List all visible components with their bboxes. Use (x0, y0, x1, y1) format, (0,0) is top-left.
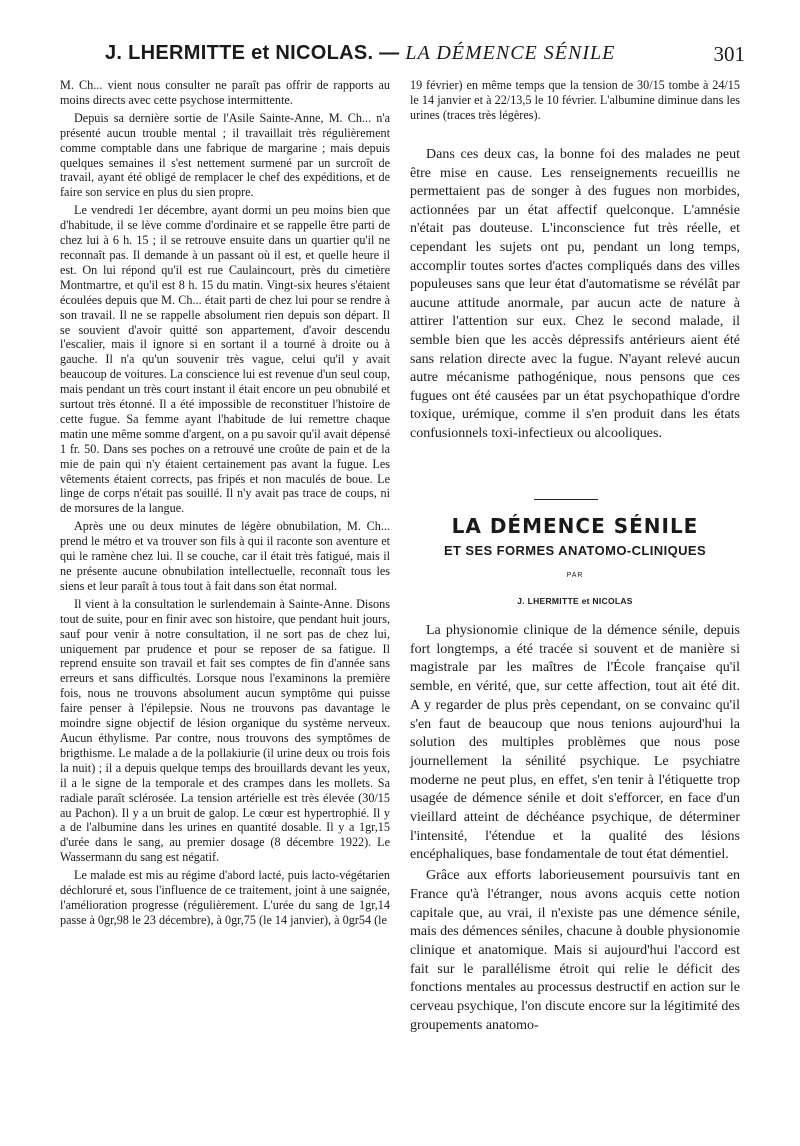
running-title-article: LA DÉMENCE SÉNILE (405, 42, 616, 64)
running-title-dash: — (373, 42, 406, 64)
article-paragraph: La physionomie clinique de la démence sénile, depuis fort longtemps, a été tracée si souvent et de manière si magistrale par les maîtres de l'École française qu'il semble, en vérité, que, sur cette affection, tout ait été dit. A y regarder de plus près cependant, on se convainc qu'il s'en faut de beaucoup que nous tenions aujourd'hui la solution des multiples problèmes que nous pose journellement la sénilité psychique. Le psychiatre moderne ne peut plus, en effet, s'en tenir à l'étiquette trop usagée de démence sénile et doit s'efforcer, en face d'un vieillard atteint de déchéance psychique, de déterminer l'intensité, l'étendue et la qualité des lésions encéphaliques, base fondamentale de tout état démentiel. (410, 623, 740, 863)
left-paragraph: Le malade est mis au régime d'abord lacté, puis lacto-végétarien déchloruré et, sous l'influence de ce traitement, joint à une saignée, l'amélioration progresse (régulièrement. L'urée du sang de 1gr,14 passe à 0gr,98 le 23 décembre), à 0gr,75 (le 14 janvier), à 0gr54 (le (60, 868, 390, 927)
article-par: PAR (566, 572, 584, 579)
right-column-discussion (410, 146, 740, 444)
article-body (410, 622, 740, 1035)
page-number: 301 (713, 42, 745, 66)
left-column (60, 78, 390, 928)
article-authors: J. LHERMITTE et NICOLAS (517, 596, 633, 606)
left-paragraph: Depuis sa dernière sortie de l'Asile Sainte-Anne, M. Ch... n'a présenté aucun trouble mental ; il travaillait très régulièrement comme comptable dans une fabrique de margarine ; mais depuis quelques semaines il s'est nettement surmené par un surcroît de travail, ayant été obligé de remplacer le chef des expéditions, et de faire son service en plus du sien propre. (60, 110, 390, 200)
article-paragraph: Grâce aux efforts laborieusement poursuivis tant en France qu'à l'étranger, nous avons acquis cette notion capitale que, au vrai, il n'existe pas une démence sénile, mais des démences séniles, chacune à double physionomie clinique et anatomique. Mais si aujourd'hui l'accord est fait sur le parallélisme étroit qui relie le déficit des fonctions mentales au processus destructif en action sur le cerveau psychique, l'on discute encore sur la légitimité des groupements anatomo- (410, 868, 740, 1033)
left-paragraph: Après une ou deux minutes de légère obnubilation, M. Ch... prend le métro et va trouver son fils à qui il raconte son aventure et qui le ramène chez lui. Il se couche, car il était très fatigué, mais il ne présente aucune obnubilation intellectuelle, reconnaît tous les siens et leur paraît à tous tout à fait dans son état normal. (60, 519, 390, 593)
right-column-continuation (410, 78, 740, 123)
section-divider (534, 499, 598, 500)
discussion-paragraph: Dans ces deux cas, la bonne foi des malades ne peut être mise en cause. Les renseignements recueillis ne permettaient pas de songer à des fugues non morbides, actionnées par un état affectif quelconque. L'amnésie n'était pas douteuse. L'inconscience fut très réelle, et cependant les sujets ont pu, pendant un long temps, accomplir toutes sortes d'actes compliqués dans des villes populeuses sans que leur état d'automatisme se révélât par aucune attitude anormale, par aucun acte de nature à attirer l'attention sur eux. Chez le second malade, il semble bien que les accès dépressifs antérieurs aient été sans relation directe avec la fugue. N'ayant relevé aucun autre mécanisme pathogénique, nous pensons que ces fugues ont été causées par un état psychopathique d'ordre toxique, urémique, comme il s'en produit dans les états confusionnels toxi-infectieux ou alcooliques. (410, 147, 740, 441)
left-paragraph: Le vendredi 1er décembre, ayant dormi un peu moins bien que d'habitude, il se lève comme d'ordinaire et se rappelle être parti de chez lui à 6 h. 15 ; il se retrouve ensuite dans un quartier qu'il ne reconnaît pas. Il demande à un passant où il est, et quelle heure il est. On lui répond qu'il est rue Caulaincourt, près du cimetière Montmartre, et qu'il est 8 h. 15 du matin. Vingt-six heures s'étaient écoulées depuis que M. Ch... était parti de chez lui pour se rendre à son travail. Il ne se rappelle absolument rien depuis son départ. Il se souvient d'avoir quitté son appartement, d'avoir descendu l'escalier, mais il ignore si en sortant il a tourné à droite ou à gauche. Il n'a qu'un souvenir très vague, celui qu'il y avait beaucoup de voitures. La conscience lui est revenue d'un seul coup, mais pendant un très court instant il était encore un peu obnubilé et surtout très étonné. Il a été impossible de reconstituer l'histoire de cette fugue. Sa femme ayant l'habitude de lui remettre chaque matin une même somme d'argent, on a pu savoir qu'il avait dépensé 1 fr. 50. Dans ses poches on a retrouvé une croûte de pain et de la mie de pain qui n'y étaient certainement pas avant la fugue. Les vêtements étaient corrects, pas fripés et non maculés de boue. Le linge de corps n'était pas souillé. Il n'y avait pas trace de coups, ni de morsures de la langue. (60, 203, 390, 516)
running-title-authors: J. LHERMITTE et NICOLAS. (105, 42, 374, 64)
continuation-paragraph: 19 février) en même temps que la tension de 30/15 tombe à 24/15 le 14 janvier et à 22/13,5 le 10 février. L'albumine diminue dans les urines (traces très légères). (410, 78, 740, 122)
left-paragraph: M. Ch... vient nous consulter ne paraît pas offrir de rapports au moins directs avec cette psychose intermittente. (60, 78, 390, 107)
article-subtitle: ET SES FORMES ANATOMO-CLINIQUES (443, 543, 707, 558)
article-title: LA DÉMENCE SÉNILE (451, 514, 699, 538)
running-title (105, 42, 615, 65)
running-header (55, 42, 745, 72)
left-paragraph: Il vient à la consultation le surlendemain à Sainte-Anne. Disons tout de suite, pour en finir avec son histoire, que pendant huit jours, sauf pour venir à notre consultation, il ne sort pas de chez lui, uniquement par prudence et pour se reposer de sa fatigue. Il reprend ensuite son travail et fait ses comptes de fin d'année sans erreurs et sans difficultés. Lorsque nous l'examinons la première fois, nous ne trouvons absolument aucun symptôme qui puisse faire penser à l'épilepsie. Nous ne trouvons pas davantage le moindre signe objectif de lésion organique du système nerveux. Aucun éthylisme. Par contre, nous trouvons des symptômes de brigthisme. Le malade a de la pollakiurie (il urine deux ou trois fois la nuit) ; il a depuis quelque temps des brouillards devant les yeux, il a le signe de la temporale et des crampes dans les mollets. Sa radiale paraît sclérosée. La tension artérielle est très élevée (30/15 au Pachon). Il y a un bruit de galop. Le cœur est hypertrophié. Il y a de l'albumine dans les urines en quantité dosable. Il y a 1gr,15 d'urée dans le sang, au premier dosage (8 décembre 1922). Le Wassermann du sang est négatif. (60, 596, 390, 865)
